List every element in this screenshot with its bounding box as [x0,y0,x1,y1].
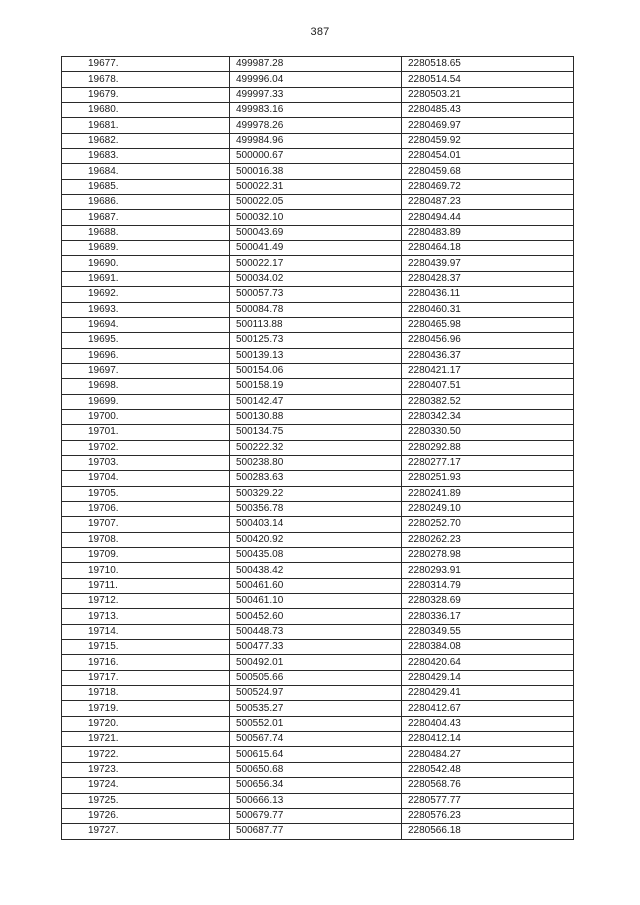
table-row [62,87,574,102]
table-row [62,149,574,164]
y-coordinate-cell: 2280292.88 [402,440,574,455]
point-number-cell: 19723. [62,762,230,777]
y-coordinate-cell: 2280456.96 [402,333,574,348]
point-number-cell: 19691. [62,271,230,286]
point-number-cell: 19686. [62,195,230,210]
y-coordinate-cell: 2280262.23 [402,532,574,547]
table-row [62,241,574,256]
table-row [62,686,574,701]
table-row [62,486,574,501]
point-number-cell: 19695. [62,333,230,348]
y-coordinate-cell: 2280459.92 [402,133,574,148]
point-number-cell: 19684. [62,164,230,179]
x-coordinate-cell: 499984.96 [230,133,402,148]
table-row [62,670,574,685]
point-number-cell: 19690. [62,256,230,271]
x-coordinate-cell: 500113.88 [230,317,402,332]
table-row [62,471,574,486]
x-coordinate-cell: 500043.69 [230,225,402,240]
y-coordinate-cell: 2280494.44 [402,210,574,225]
table-row [62,287,574,302]
y-coordinate-cell: 2280542.48 [402,762,574,777]
table-row [62,57,574,72]
table-row [62,701,574,716]
y-coordinate-cell: 2280459.68 [402,164,574,179]
y-coordinate-cell: 2280241.89 [402,486,574,501]
table-row [62,333,574,348]
table-row [62,640,574,655]
table-row [62,624,574,639]
x-coordinate-cell: 500650.68 [230,762,402,777]
y-coordinate-cell: 2280314.79 [402,578,574,593]
x-coordinate-cell: 500438.42 [230,563,402,578]
table-row [62,72,574,87]
point-number-cell: 19717. [62,670,230,685]
point-number-cell: 19685. [62,179,230,194]
point-number-cell: 19709. [62,548,230,563]
table-row [62,394,574,409]
table-row [62,363,574,378]
point-number-cell: 19697. [62,363,230,378]
point-number-cell: 19722. [62,747,230,762]
page-number: 387 [310,26,330,38]
x-coordinate-cell: 500461.10 [230,594,402,609]
y-coordinate-cell: 2280429.14 [402,670,574,685]
y-coordinate-cell: 2280384.08 [402,640,574,655]
point-number-cell: 19718. [62,686,230,701]
point-number-cell: 19687. [62,210,230,225]
y-coordinate-cell: 2280460.31 [402,302,574,317]
x-coordinate-cell: 500448.73 [230,624,402,639]
table-row [62,578,574,593]
point-number-cell: 19703. [62,455,230,470]
table-row [62,440,574,455]
y-coordinate-cell: 2280407.51 [402,379,574,394]
table-row [62,793,574,808]
x-coordinate-cell: 500142.47 [230,394,402,409]
table-row [62,778,574,793]
table-row [62,563,574,578]
point-number-cell: 19714. [62,624,230,639]
table-row [62,609,574,624]
table-row [62,133,574,148]
point-number-cell: 19708. [62,532,230,547]
table-row [62,501,574,516]
table-row [62,225,574,240]
y-coordinate-cell: 2280382.52 [402,394,574,409]
table-row [62,762,574,777]
x-coordinate-cell: 500022.17 [230,256,402,271]
x-coordinate-cell: 500666.13 [230,793,402,808]
point-number-cell: 19727. [62,824,230,839]
table-row [62,732,574,747]
y-coordinate-cell: 2280249.10 [402,501,574,516]
x-coordinate-cell: 499996.04 [230,72,402,87]
point-number-cell: 19719. [62,701,230,716]
x-coordinate-cell: 500139.13 [230,348,402,363]
table-row [62,655,574,670]
point-number-cell: 19693. [62,302,230,317]
x-coordinate-cell: 499983.16 [230,103,402,118]
x-coordinate-cell: 500615.64 [230,747,402,762]
point-number-cell: 19702. [62,440,230,455]
point-number-cell: 19679. [62,87,230,102]
table-row [62,302,574,317]
x-coordinate-cell: 500567.74 [230,732,402,747]
x-coordinate-cell: 500461.60 [230,578,402,593]
table-row [62,517,574,532]
x-coordinate-cell: 500057.73 [230,287,402,302]
point-number-cell: 19706. [62,501,230,516]
x-coordinate-cell: 499978.26 [230,118,402,133]
y-coordinate-cell: 2280439.97 [402,256,574,271]
y-coordinate-cell: 2280336.17 [402,609,574,624]
x-coordinate-cell: 500238.80 [230,455,402,470]
y-coordinate-cell: 2280485.43 [402,103,574,118]
point-number-cell: 19698. [62,379,230,394]
x-coordinate-cell: 500130.88 [230,409,402,424]
y-coordinate-cell: 2280566.18 [402,824,574,839]
point-number-cell: 19720. [62,716,230,731]
y-coordinate-cell: 2280577.77 [402,793,574,808]
y-coordinate-cell: 2280436.11 [402,287,574,302]
y-coordinate-cell: 2280429.41 [402,686,574,701]
table-row [62,455,574,470]
table-row [62,824,574,839]
y-coordinate-cell: 2280342.34 [402,409,574,424]
y-coordinate-cell: 2280404.43 [402,716,574,731]
y-coordinate-cell: 2280278.98 [402,548,574,563]
table-row [62,747,574,762]
y-coordinate-cell: 2280576.23 [402,808,574,823]
y-coordinate-cell: 2280420.64 [402,655,574,670]
y-coordinate-cell: 2280412.67 [402,701,574,716]
x-coordinate-cell: 499997.33 [230,87,402,102]
point-number-cell: 19701. [62,425,230,440]
x-coordinate-cell: 500084.78 [230,302,402,317]
point-number-cell: 19681. [62,118,230,133]
point-number-cell: 19688. [62,225,230,240]
y-coordinate-cell: 2280469.72 [402,179,574,194]
y-coordinate-cell: 2280277.17 [402,455,574,470]
point-number-cell: 19724. [62,778,230,793]
y-coordinate-cell: 2280436.37 [402,348,574,363]
point-number-cell: 19707. [62,517,230,532]
table-row [62,409,574,424]
point-number-cell: 19680. [62,103,230,118]
point-number-cell: 19700. [62,409,230,424]
table-row [62,716,574,731]
x-coordinate-cell: 500492.01 [230,655,402,670]
x-coordinate-cell: 500041.49 [230,241,402,256]
x-coordinate-cell: 500283.63 [230,471,402,486]
y-coordinate-cell: 2280483.89 [402,225,574,240]
x-coordinate-cell: 500016.38 [230,164,402,179]
y-coordinate-cell: 2280464.18 [402,241,574,256]
x-coordinate-cell: 499987.28 [230,57,402,72]
point-number-cell: 19694. [62,317,230,332]
y-coordinate-cell: 2280251.93 [402,471,574,486]
x-coordinate-cell: 500687.77 [230,824,402,839]
y-coordinate-cell: 2280514.54 [402,72,574,87]
point-number-cell: 19677. [62,57,230,72]
table-row [62,164,574,179]
point-number-cell: 19682. [62,133,230,148]
x-coordinate-cell: 500134.75 [230,425,402,440]
x-coordinate-cell: 500154.06 [230,363,402,378]
y-coordinate-cell: 2280428.37 [402,271,574,286]
point-number-cell: 19721. [62,732,230,747]
coordinates-table-body [62,57,574,840]
table-row [62,195,574,210]
x-coordinate-cell: 500034.02 [230,271,402,286]
x-coordinate-cell: 500356.78 [230,501,402,516]
coordinates-table [61,56,574,840]
table-row [62,317,574,332]
point-number-cell: 19705. [62,486,230,501]
y-coordinate-cell: 2280328.69 [402,594,574,609]
y-coordinate-cell: 2280568.76 [402,778,574,793]
y-coordinate-cell: 2280421.17 [402,363,574,378]
point-number-cell: 19716. [62,655,230,670]
y-coordinate-cell: 2280469.97 [402,118,574,133]
point-number-cell: 19715. [62,640,230,655]
x-coordinate-cell: 500452.60 [230,609,402,624]
x-coordinate-cell: 500477.33 [230,640,402,655]
x-coordinate-cell: 500403.14 [230,517,402,532]
y-coordinate-cell: 2280518.65 [402,57,574,72]
x-coordinate-cell: 500329.22 [230,486,402,501]
point-number-cell: 19678. [62,72,230,87]
x-coordinate-cell: 500524.97 [230,686,402,701]
table-row [62,808,574,823]
point-number-cell: 19692. [62,287,230,302]
table-row [62,532,574,547]
x-coordinate-cell: 500552.01 [230,716,402,731]
table-row [62,594,574,609]
table-row [62,103,574,118]
x-coordinate-cell: 500022.31 [230,179,402,194]
point-number-cell: 19699. [62,394,230,409]
table-row [62,548,574,563]
point-number-cell: 19704. [62,471,230,486]
x-coordinate-cell: 500032.10 [230,210,402,225]
x-coordinate-cell: 500505.66 [230,670,402,685]
y-coordinate-cell: 2280454.01 [402,149,574,164]
y-coordinate-cell: 2280252.70 [402,517,574,532]
x-coordinate-cell: 500435.08 [230,548,402,563]
table-row [62,271,574,286]
x-coordinate-cell: 500420.92 [230,532,402,547]
table-row [62,256,574,271]
point-number-cell: 19712. [62,594,230,609]
y-coordinate-cell: 2280293.91 [402,563,574,578]
table-row [62,379,574,394]
x-coordinate-cell: 500679.77 [230,808,402,823]
y-coordinate-cell: 2280330.50 [402,425,574,440]
point-number-cell: 19710. [62,563,230,578]
x-coordinate-cell: 500222.32 [230,440,402,455]
x-coordinate-cell: 500000.67 [230,149,402,164]
x-coordinate-cell: 500125.73 [230,333,402,348]
y-coordinate-cell: 2280349.55 [402,624,574,639]
x-coordinate-cell: 500158.19 [230,379,402,394]
point-number-cell: 19696. [62,348,230,363]
table-row [62,348,574,363]
y-coordinate-cell: 2280412.14 [402,732,574,747]
table-row [62,118,574,133]
x-coordinate-cell: 500535.27 [230,701,402,716]
point-number-cell: 19711. [62,578,230,593]
y-coordinate-cell: 2280503.21 [402,87,574,102]
point-number-cell: 19726. [62,808,230,823]
table-row [62,179,574,194]
y-coordinate-cell: 2280484.27 [402,747,574,762]
point-number-cell: 19713. [62,609,230,624]
x-coordinate-cell: 500022.05 [230,195,402,210]
table-row [62,425,574,440]
point-number-cell: 19725. [62,793,230,808]
y-coordinate-cell: 2280487.23 [402,195,574,210]
y-coordinate-cell: 2280465.98 [402,317,574,332]
point-number-cell: 19689. [62,241,230,256]
point-number-cell: 19683. [62,149,230,164]
table-row [62,210,574,225]
x-coordinate-cell: 500656.34 [230,778,402,793]
